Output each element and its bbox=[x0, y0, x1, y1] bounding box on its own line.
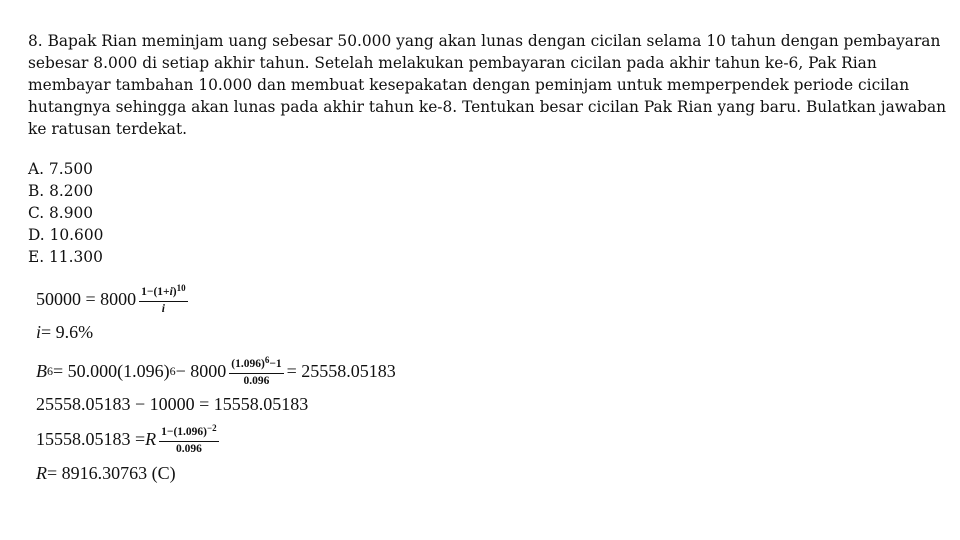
eq6-rhs: = 8916.30763 (C) bbox=[47, 463, 176, 483]
eq3-exp1: 6 bbox=[169, 364, 176, 378]
eq3-numerator bbox=[229, 356, 283, 374]
eq4-text: 25558.05183 − 10000 = 15558.05183 bbox=[36, 394, 309, 414]
equation-balance bbox=[36, 356, 396, 387]
option-a: A. 7.500 bbox=[28, 160, 93, 178]
problem-line-5: ke ratusan terdekat. bbox=[28, 120, 188, 138]
eq5-var: R bbox=[145, 429, 157, 449]
problem-line-4: hutangnya sehingga akan lunas pada akhir tahun ke-8. Tentukan besar cicilan Pak Rian yang baru. Bulatkan jawaban bbox=[28, 98, 947, 116]
problem-statement bbox=[28, 30, 947, 140]
eq1-num-text: 1−(1+ bbox=[141, 286, 170, 298]
eq1-lhs: 50000 = 8000 bbox=[36, 289, 137, 309]
eq1-numerator bbox=[139, 284, 187, 302]
eq3-denominator: 0.096 bbox=[243, 374, 270, 387]
eq3-fraction bbox=[229, 356, 283, 387]
eq3-num-exp: 6 bbox=[264, 355, 270, 365]
eq1-denominator: i bbox=[161, 302, 165, 315]
eq5-denominator: 0.096 bbox=[175, 442, 202, 455]
problem-line-3: membayar tambahan 10.000 dan membuat kesepakatan dengan peminjam untuk memperpendek periode cicilan bbox=[28, 76, 910, 94]
eq1-num-close: ) bbox=[172, 286, 177, 298]
eq3-rhs: = 25558.05183 bbox=[286, 361, 396, 381]
equation-new-installment bbox=[36, 424, 222, 455]
option-d: D. 10.600 bbox=[28, 226, 104, 244]
problem-line-1: 8. Bapak Rian meminjam uang sebesar 50.000 yang akan lunas dengan cicilan selama 10 tahun dengan pembayaran bbox=[28, 32, 941, 50]
eq3-var: B bbox=[36, 361, 47, 381]
eq1-num-i: i bbox=[169, 286, 173, 298]
option-b: B. 8.200 bbox=[28, 182, 94, 200]
eq3-part2: − 8000 bbox=[175, 361, 227, 381]
eq2-rhs: = 9.6% bbox=[41, 322, 94, 342]
option-c: C. 8.900 bbox=[28, 204, 94, 222]
equation-rate bbox=[36, 322, 93, 343]
eq6-var: R bbox=[36, 463, 47, 483]
equation-result bbox=[36, 463, 176, 484]
answer-options bbox=[28, 158, 103, 268]
eq3-num-tail: −1 bbox=[269, 358, 282, 370]
eq5-fraction bbox=[159, 424, 218, 455]
equation-annuity bbox=[36, 284, 191, 315]
problem-line-2: sebesar 8.000 di setiap akhir tahun. Setelah melakukan pembayaran cicilan pada akhir tahun ke-6, Pak Rian bbox=[28, 54, 877, 72]
option-e: E. 11.300 bbox=[28, 248, 103, 266]
eq5-num-text: 1−(1.096) bbox=[161, 426, 207, 438]
eq3-num-text: (1.096) bbox=[231, 358, 265, 370]
eq5-lhs: 15558.05183 = bbox=[36, 429, 146, 449]
equation-remaining bbox=[36, 394, 308, 415]
eq1-num-exp: 10 bbox=[176, 283, 186, 293]
eq5-num-exp: −2 bbox=[207, 423, 217, 433]
eq5-numerator bbox=[159, 424, 218, 442]
eq3-part1: = 50.000(1.096) bbox=[53, 361, 170, 381]
eq1-fraction bbox=[139, 284, 187, 315]
eq2-var: i bbox=[36, 322, 42, 342]
eq3-sub: 6 bbox=[47, 364, 53, 378]
